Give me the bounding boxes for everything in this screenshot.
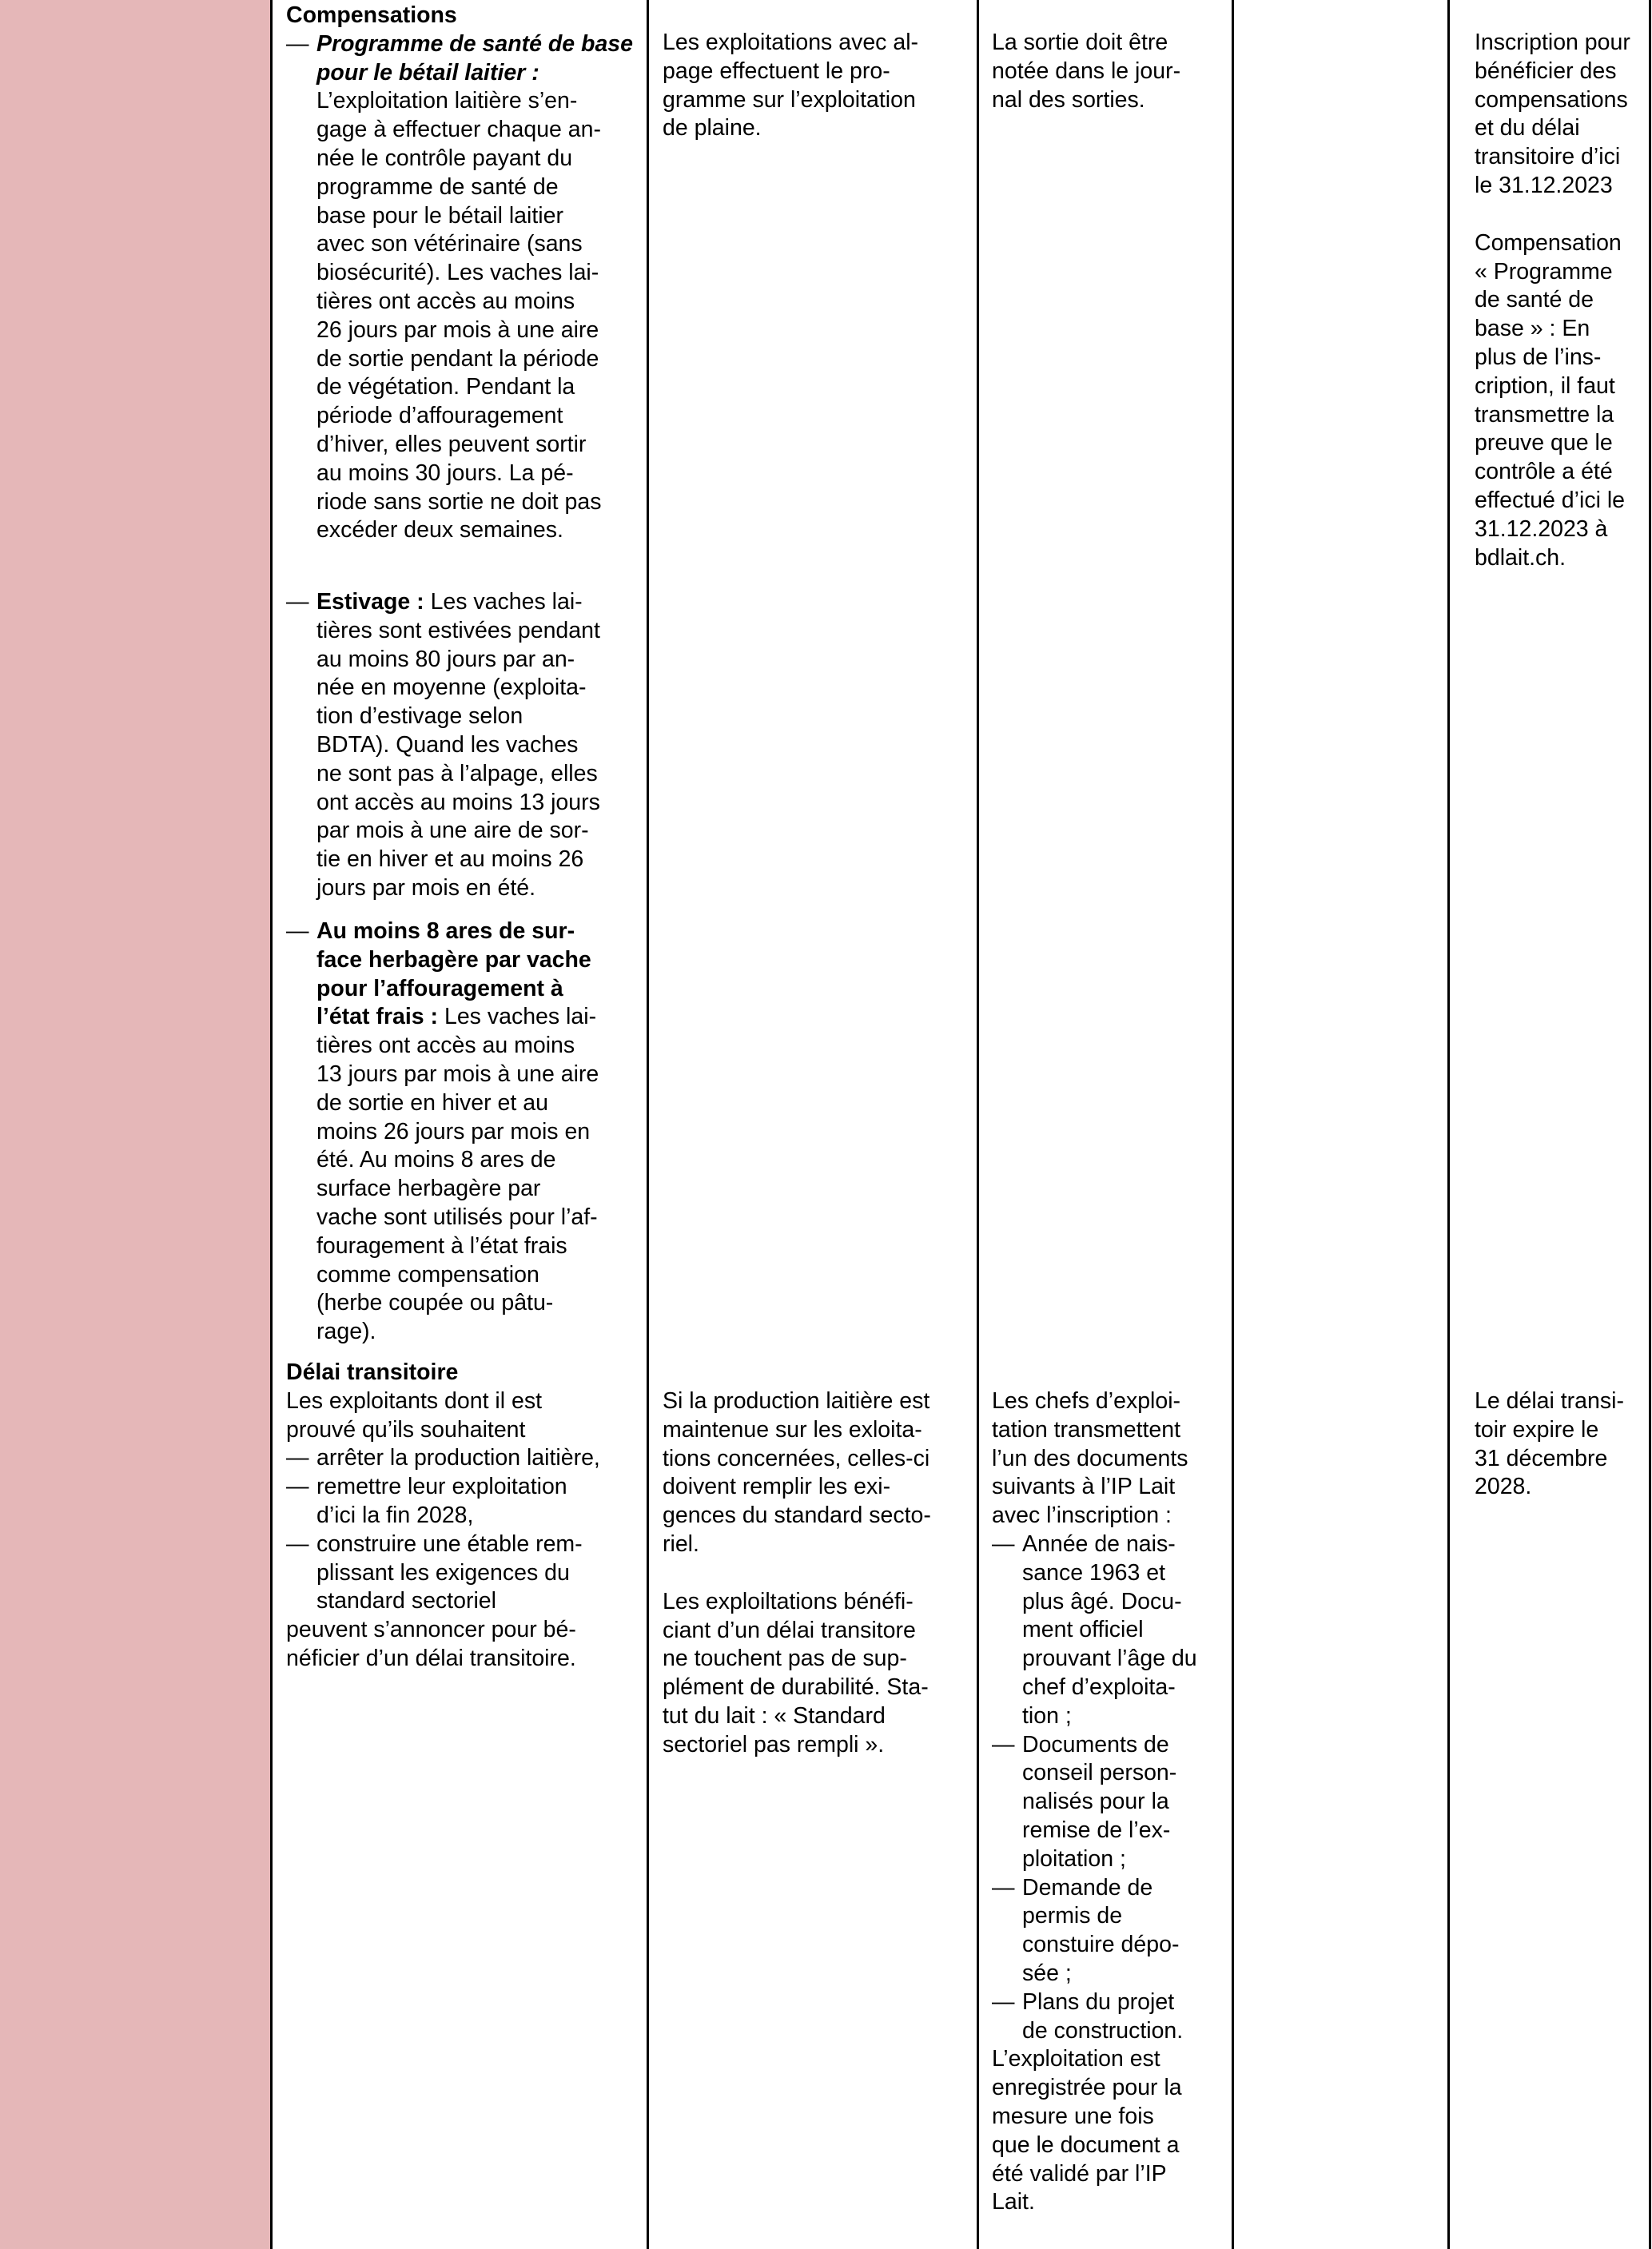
column-divider bbox=[1649, 0, 1651, 2249]
text-line: tie en hiver et au moins 26 bbox=[316, 846, 584, 873]
text-line: de santé de bbox=[1475, 287, 1594, 313]
text-line: née en moyenne (exploita- bbox=[316, 675, 587, 701]
text-line: suivants à l’IP Lait bbox=[992, 1474, 1176, 1500]
dash-bullet: — bbox=[992, 1731, 1015, 1757]
estivage-block bbox=[286, 588, 638, 903]
item-title: Programme de santé de base pour le bétail laitier : bbox=[316, 30, 633, 86]
text-line: BDTA). Quand les vaches bbox=[316, 731, 579, 758]
text-line: été. Au moins 8 ares de bbox=[316, 1147, 556, 1173]
text-line: Compensation bbox=[1475, 229, 1622, 256]
text-line: sée ; bbox=[1022, 1960, 1072, 1986]
text-line: surface herbagère par bbox=[316, 1176, 541, 1202]
text-line: et du délai bbox=[1475, 115, 1580, 141]
category-column bbox=[0, 0, 272, 2249]
text-line: 31.12.2023 à bbox=[1475, 515, 1608, 542]
journal-cell bbox=[992, 29, 1228, 114]
text-line: Les exploiltations bénéfi- bbox=[663, 1588, 914, 1614]
text-line: prouvant l’âge du bbox=[1022, 1646, 1197, 1672]
delai-expiry-cell bbox=[1475, 1387, 1646, 1502]
text-line: rage). bbox=[316, 1319, 376, 1345]
alpage-cell bbox=[663, 29, 970, 143]
text-line: 26 jours par mois à une aire bbox=[316, 316, 599, 343]
text-line: jours par mois en été. bbox=[316, 874, 536, 901]
text-line: plus âgé. Docu- bbox=[1022, 1588, 1182, 1614]
text-line: toir expire le bbox=[1475, 1416, 1599, 1443]
text-line: Demande de bbox=[1022, 1874, 1153, 1901]
text-line: 13 jours par mois à une aire bbox=[316, 1061, 599, 1087]
text-line: gramme sur l’exploitation bbox=[663, 86, 916, 113]
item-title: pour l’affouragement à bbox=[316, 975, 563, 1001]
text-line: ploitation ; bbox=[1022, 1845, 1126, 1872]
documents-cell bbox=[992, 1387, 1228, 2217]
text-line: néficier d’un délai transitoire. bbox=[286, 1645, 576, 1671]
item-title: Au moins 8 ares de sur- bbox=[316, 918, 575, 944]
text-line: Si la production laitière est bbox=[663, 1388, 930, 1414]
text-line: Plans du projet bbox=[1022, 1988, 1175, 2015]
text-line: La sortie doit être bbox=[992, 30, 1168, 55]
inscription-cell bbox=[1475, 29, 1646, 572]
text-line: constuire dépo- bbox=[1022, 1932, 1180, 1958]
text-line: biosécurité). Les vaches lai- bbox=[316, 260, 599, 286]
dash-bullet: — bbox=[992, 1531, 1015, 1557]
text-line: l’un des documents bbox=[992, 1445, 1188, 1471]
text-line: plissant les exigences du bbox=[316, 1559, 570, 1586]
text-line: L’exploitation est bbox=[992, 2046, 1160, 2072]
text-line: chef d’exploita- bbox=[1022, 1674, 1176, 1700]
text-line: 2028. bbox=[1475, 1474, 1532, 1500]
text-line: Année de nais- bbox=[1022, 1531, 1176, 1557]
text-line: construire une étable rem- bbox=[316, 1531, 583, 1557]
text-line: « Programme bbox=[1475, 258, 1613, 285]
text-line: d’hiver, elles peuvent sortir bbox=[316, 431, 587, 457]
list-item bbox=[992, 1531, 1228, 1731]
text-line: excéder deux semaines. bbox=[316, 517, 563, 543]
text-line: programme de santé de bbox=[316, 173, 559, 200]
text-line: avec l’inscription : bbox=[992, 1503, 1172, 1529]
text-line: Les vaches lai- bbox=[430, 589, 583, 615]
text-line: Inscription pour bbox=[1475, 30, 1630, 55]
text-line: Le délai transi- bbox=[1475, 1388, 1624, 1414]
column-divider bbox=[977, 0, 979, 2249]
list-item bbox=[992, 1731, 1228, 1874]
text-line: permis de bbox=[1022, 1903, 1123, 1929]
dash-bullet: — bbox=[286, 918, 309, 944]
requirements-cell bbox=[286, 2, 638, 545]
text-line: tières sont estivées pendant bbox=[316, 617, 600, 643]
text-line: Documents de bbox=[1022, 1731, 1169, 1757]
text-line: tières ont accès au moins bbox=[316, 1033, 575, 1059]
text-line: ment officiel bbox=[1022, 1617, 1144, 1643]
list-item bbox=[286, 1531, 638, 1616]
text-line: d’ici la fin 2028, bbox=[316, 1502, 474, 1528]
text-line: maintenue sur les exloita- bbox=[663, 1416, 922, 1443]
text-line: Les exploitations avec al- bbox=[663, 30, 919, 55]
text-line: comme compensation bbox=[316, 1261, 539, 1288]
text-line: de sortie pendant la période bbox=[316, 345, 599, 372]
text-line: conseil person- bbox=[1022, 1760, 1177, 1786]
text-line: période d’affouragement bbox=[316, 403, 563, 429]
column-divider bbox=[1447, 0, 1450, 2249]
text-line: plus de l’ins- bbox=[1475, 344, 1602, 370]
text-line: fouragement à l’état frais bbox=[316, 1232, 567, 1259]
text-line: bénéficier des bbox=[1475, 58, 1617, 84]
text-line: été validé par l’IP bbox=[992, 2160, 1167, 2187]
text-line: nalisés pour la bbox=[1022, 1789, 1169, 1815]
text-line: tions concernées, celles-ci bbox=[663, 1445, 930, 1471]
text-line: au moins 30 jours. La pé- bbox=[316, 460, 574, 486]
text-line: arrêter la production laitière, bbox=[316, 1445, 600, 1471]
text-line: L’exploitation laitière s’en- bbox=[316, 88, 578, 114]
dash-bullet: — bbox=[992, 1988, 1015, 2015]
text-line: page effectuent le pro- bbox=[663, 58, 890, 84]
text-line: tion d’estivage selon bbox=[316, 703, 523, 730]
text-line: plément de durabilité. Sta- bbox=[663, 1674, 929, 1701]
text-line: riode sans sortie ne doit pas bbox=[316, 488, 602, 515]
text-line: standard sectoriel bbox=[316, 1588, 496, 1614]
list-item bbox=[286, 1444, 638, 1473]
item-title: Estivage : bbox=[316, 589, 424, 615]
text-line: Les exploitants dont il est bbox=[286, 1387, 543, 1414]
text-line: Les vaches lai- bbox=[444, 1004, 597, 1030]
text-line: tières ont accès au moins bbox=[316, 288, 575, 314]
dash-bullet: — bbox=[286, 1531, 309, 1557]
text-line: au moins 80 jours par an- bbox=[316, 646, 575, 672]
dash-bullet: — bbox=[286, 1474, 309, 1500]
compensations-heading: Compensations bbox=[286, 2, 457, 28]
list-item bbox=[992, 1874, 1228, 1988]
text-line: sance 1963 et bbox=[1022, 1559, 1166, 1586]
list-item bbox=[992, 1988, 1228, 2046]
text-line: remise de l’ex- bbox=[1022, 1817, 1171, 1843]
text-line: avec son vétérinaire (sans bbox=[316, 231, 583, 257]
text-line: de plaine. bbox=[663, 115, 762, 141]
text-line: de sortie en hiver et au bbox=[316, 1089, 548, 1116]
text-line: remettre leur exploitation bbox=[316, 1474, 567, 1500]
list-item bbox=[286, 30, 638, 545]
text-line: ciant d’un délai transitore bbox=[663, 1617, 916, 1643]
text-line: compensations bbox=[1475, 86, 1628, 113]
text-line: prouvé qu’ils souhaitent bbox=[286, 1416, 526, 1443]
text-line: effectué d’ici le bbox=[1475, 487, 1626, 513]
text-line: vache sont utilisés pour l’af- bbox=[316, 1204, 598, 1230]
item-title: face herbagère par vache bbox=[316, 946, 591, 973]
text-line: tation transmettent bbox=[992, 1416, 1181, 1443]
text-line: base pour le bétail laitier bbox=[316, 202, 563, 229]
column-divider bbox=[647, 0, 649, 2249]
text-line: (herbe coupée ou pâtu- bbox=[316, 1290, 554, 1316]
text-line: sectoriel pas rempli ». bbox=[663, 1731, 885, 1757]
delai-heading: Délai transitoire bbox=[286, 1359, 459, 1385]
list-item bbox=[286, 588, 638, 903]
text-line: le 31.12.2023 bbox=[1475, 172, 1613, 198]
text-line: de végétation. Pendant la bbox=[316, 374, 575, 400]
text-line: par mois à une aire de sor- bbox=[316, 818, 589, 844]
text-line: contrôle a été bbox=[1475, 459, 1613, 485]
dash-bullet: — bbox=[286, 589, 309, 615]
text-line: que le document a bbox=[992, 2132, 1180, 2158]
text-line: notée dans le jour- bbox=[992, 58, 1181, 84]
text-line: preuve que le bbox=[1475, 430, 1613, 456]
column-divider bbox=[1232, 0, 1234, 2249]
text-line: moins 26 jours par mois en bbox=[316, 1118, 591, 1144]
text-line: Lait. bbox=[992, 2189, 1035, 2215]
text-line: tut du lait : « Standard bbox=[663, 1702, 886, 1729]
text-line: de construction. bbox=[1022, 2017, 1184, 2044]
text-line: doivent remplir les exi- bbox=[663, 1474, 891, 1500]
text-line: mesure une fois bbox=[992, 2103, 1154, 2129]
surface-block bbox=[286, 918, 638, 1347]
text-line: ne touchent pas de sup- bbox=[663, 1646, 907, 1672]
text-line: nal des sorties. bbox=[992, 86, 1145, 113]
dash-bullet: — bbox=[286, 1445, 309, 1471]
text-line: transmettre la bbox=[1475, 401, 1614, 428]
text-line: 31 décembre bbox=[1475, 1445, 1608, 1471]
text-line: née le contrôle payant du bbox=[316, 145, 573, 171]
text-line: gage à effectuer chaque an- bbox=[316, 117, 601, 143]
text-line: riel. bbox=[663, 1531, 699, 1557]
text-line: base » : En bbox=[1475, 316, 1590, 342]
text-line: transitoire d’ici bbox=[1475, 144, 1621, 170]
dash-bullet: — bbox=[286, 30, 309, 57]
text-line: bdlait.ch. bbox=[1475, 544, 1566, 571]
dash-bullet: — bbox=[992, 1874, 1015, 1901]
list-item bbox=[286, 918, 638, 1347]
text-line: ont accès au moins 13 jours bbox=[316, 789, 600, 815]
text-line: gences du standard secto- bbox=[663, 1503, 931, 1529]
item-title: l’état frais : bbox=[316, 1004, 439, 1030]
text-line: Les chefs d’exploi- bbox=[992, 1388, 1181, 1414]
production-cell bbox=[663, 1387, 970, 1760]
delai-block bbox=[286, 1359, 638, 1674]
text-line: peuvent s’annoncer pour bé- bbox=[286, 1617, 576, 1643]
text-line: enregistrée pour la bbox=[992, 2075, 1182, 2101]
text-line: cription, il faut bbox=[1475, 372, 1615, 399]
column-divider bbox=[270, 0, 273, 2249]
list-item bbox=[286, 1473, 638, 1531]
text-line: tion ; bbox=[1022, 1702, 1072, 1729]
text-line: ne sont pas à l’alpage, elles bbox=[316, 760, 598, 786]
